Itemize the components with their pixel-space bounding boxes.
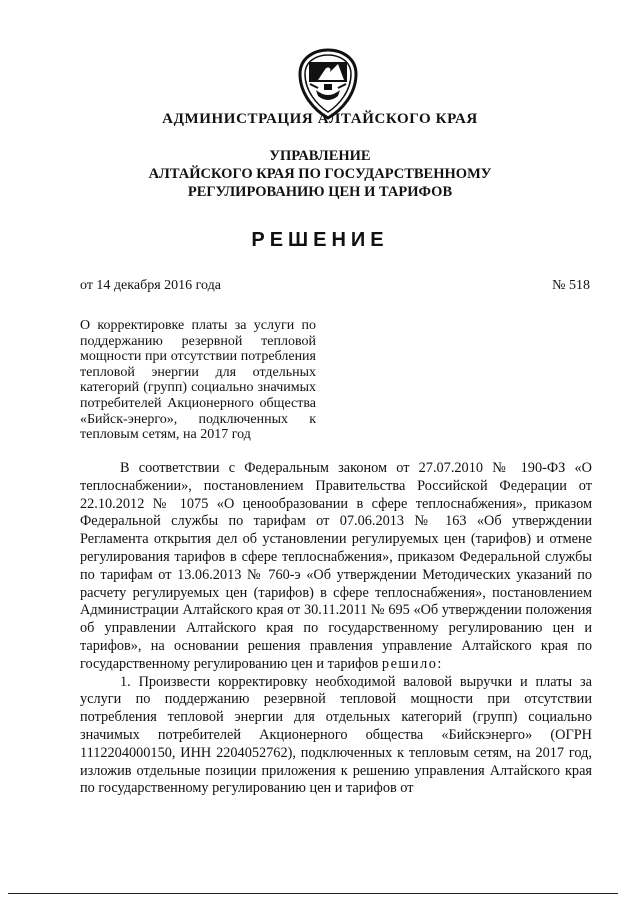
department-line: АЛТАЙСКОГО КРАЯ ПО ГОСУДАРСТВЕННОМУ bbox=[148, 166, 492, 182]
document-body bbox=[80, 460, 592, 798]
organization-name: АДМИНИСТРАЦИЯ АЛТАЙСКОГО КРАЯ bbox=[162, 111, 478, 127]
department-name bbox=[0, 147, 640, 201]
department-line: УПРАВЛЕНИЕ bbox=[269, 148, 371, 164]
document-type-title: РЕШЕНИЕ bbox=[251, 229, 389, 251]
body-paragraph bbox=[80, 460, 592, 674]
document-subject: О корректировке платы за услуги по поддержанию резервной тепловой мощности при отсутствии потребления тепловой энергии для отдельных категорий (групп) социально значимых потребителей Акционерного общества «Бийск-энерго», подключенных к тепловым сетям, на 2017 год bbox=[80, 318, 316, 443]
body-paragraph: 1. Произвести корректировку необходимой валовой выручки и платы за услуги по поддержанию резервной тепловой мощности при отсутствии потребления тепловой энергии для отдельных категорий (групп) социально значимых потребителей Акционерного общества «Бийскэнерго» (ОГРН 1112204000150, ИНН 2204052762), подключенных к тепловым сетям, на 2017 год, изложив отдельные позиции приложения к решению управления Алтайского края по государственному регулированию цен и тарифов от bbox=[80, 673, 592, 797]
body-paragraph-text: В соответствии с Федеральным законом от 27.07.2010 № 190-ФЗ «О теплоснабжении», постановлением Правительства Российской Федерации от 22.10.2012 № 1075 «О ценообразовании в сфере теплоснабжения», приказом Федеральной службы по тарифам от 07.06.2013 № 163 «Об утверждении Регламента открытия дел об установлении регулируемых цен (тарифов) и отмене регулирования тарифов в сфере теплоснабжения», приказом Федеральной службы по тарифам от 13.06.2013 № 760-э «Об утверждении Методических указаний по расчету регулируемых цен (тарифов) в сфере теплоснабжения», постановлением Администрации Алтайского края от 30.11.2011 № 695 «Об утверждении положения об управлении Алтайского края по государственному регулированию цен и тарифов», на основании решения правления управление Алтайского края по государственному регулированию цен и тарифов bbox=[80, 460, 592, 672]
department-line: РЕГУЛИРОВАНИЮ ЦЕН И ТАРИФОВ bbox=[187, 184, 453, 200]
decision-word: решило bbox=[381, 655, 438, 672]
document-number: № 518 bbox=[552, 278, 590, 293]
page-bottom-rule bbox=[8, 893, 618, 894]
document-date: от 14 декабря 2016 года bbox=[80, 278, 221, 293]
body-paragraph-end: : bbox=[437, 655, 442, 672]
